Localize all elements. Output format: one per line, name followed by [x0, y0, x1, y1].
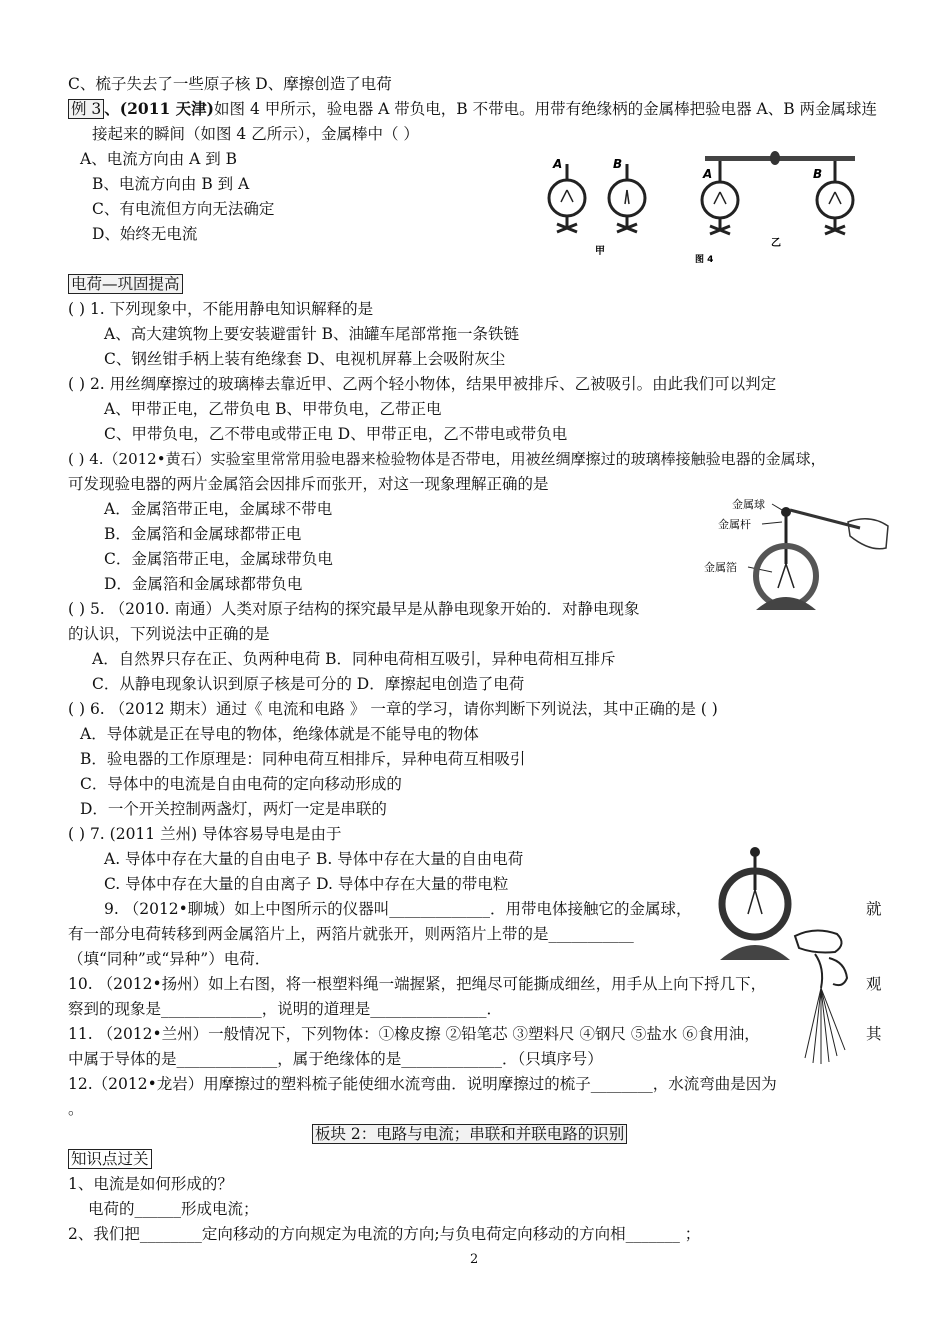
option-line: A、电流方向由 A 到 B — [80, 150, 238, 168]
option-line: B．金属箔和金属球都带正电 — [104, 525, 302, 543]
option-line: D．金属箔和金属球都带负电 — [104, 575, 303, 593]
question-line: 9. （2012•聊城）如上中图所示的仪器叫_____________．用带电体接触它的金属球， — [104, 900, 692, 918]
line-end-char: 就 — [866, 900, 882, 918]
example-source: 、(2011 天津) — [104, 99, 215, 118]
option-line: C．金属箔带正电，金属球带负电 — [104, 550, 333, 568]
option-line: C．从静电现象认识到原子核是可分的 D．摩擦起电创造了电荷 — [92, 675, 525, 693]
line-end-char: 其 — [866, 1025, 882, 1043]
label-b: B — [613, 157, 623, 171]
option-line: D．一个开关控制两盏灯，两灯一定是串联的 — [80, 800, 387, 818]
label-a: A — [553, 157, 563, 171]
question-line: 可发现验电器的两片金属箔会因排斥而张开，对这一现象理解正确的是 — [68, 475, 549, 493]
question-line: ( ) 7. (2011 兰州) 导体容易导电是由于 — [68, 825, 342, 843]
question-line: 有一部分电荷转移到两金属箔片上，两箔片就张开，则两箔片上带的是___________ — [68, 925, 634, 943]
question-line: ( ) 6. （2012 期末）通过《 电流和电路 》 一章的学习，请你判断下列说法，其中正确的是 ( ) — [68, 700, 718, 718]
option-line: C．导体中的电流是自由电荷的定向移动形成的 — [80, 775, 402, 793]
svg-text:B: B — [813, 167, 823, 181]
label-metal-ball: 金属球 — [732, 498, 765, 511]
option-line: C、梳子失去了一些原子核 D、摩擦创造了电荷 — [68, 75, 392, 93]
option-line: C、有电流但方向无法确定 — [92, 200, 275, 218]
label-yi: 乙 — [771, 238, 781, 249]
question-line: （填“同种”或“异种”）电荷． — [68, 950, 271, 968]
question-line: 11. （2012•兰州）一般情况下，下列物体：①橡皮擦 ②铅笔芯 ③塑料尺 ④钢尺 ⑤盐水 ⑥食用油， — [68, 1025, 760, 1043]
question-line: ( ) 1. 下列现象中，不能用静电知识解释的是 — [68, 300, 374, 318]
option-line: B．验电器的工作原理是：同种电荷互相排斥，异种电荷互相吸引 — [80, 750, 526, 768]
page-number: 2 — [470, 1252, 479, 1267]
question-line: 电荷的______形成电流； — [88, 1200, 259, 1218]
option-line: A、甲带正电，乙带负电 B、甲带负电，乙带正电 — [104, 400, 442, 418]
question-line: 12.（2012•龙岩）用摩擦过的塑料梳子能使细水流弯曲．说明摩擦过的梳子________，水流弯曲是因为 — [68, 1075, 777, 1093]
option-line: A．导体就是正在导电的物体，绝缘体就是不能导电的物体 — [80, 725, 479, 743]
option-line: C. 导体中存在大量的自由离子 D. 导体中存在大量的带电粒 — [104, 875, 509, 893]
section-heading: 电荷—巩固提高 — [68, 274, 183, 294]
option-line: C、钢丝钳手柄上装有绝缘套 D、电视机屏幕上会吸附灰尘 — [104, 350, 506, 368]
option-line: A. 导体中存在大量的自由电子 B. 导体中存在大量的自由电荷 — [104, 850, 524, 868]
question-line: 的认识，下列说法中正确的是 — [68, 625, 270, 643]
question-line: ( ) 4.（2012•黄石）实验室里常常用验电器来检验物体是否带电，用被丝绸摩擦过的玻璃棒接触验电器的金属球， — [68, 450, 826, 468]
label-metal-rod: 金属杆 — [718, 518, 751, 531]
label-metal-foil: 金属箔 — [704, 561, 737, 574]
option-line: A、高大建筑物上要安装避雷针 B、油罐车尾部常拖一条铁链 — [104, 325, 520, 343]
question-line: 1、电流是如何形成的？ — [68, 1175, 233, 1193]
option-line: A．金属箔带正电，金属球不带电 — [104, 500, 333, 518]
svg-text:A: A — [703, 167, 713, 181]
example-3-line — [68, 99, 877, 119]
question-line: 中属于导体的是_____________，属于绝缘体的是_____________．（只填序号） — [68, 1050, 603, 1068]
example-tag: 例 3 — [68, 99, 104, 119]
label-jia: 甲 — [595, 246, 605, 257]
option-line: C、甲带负电，乙不带电或带正电 D、甲带正电，乙不带电或带负电 — [104, 425, 568, 443]
question-line: 接起来的瞬间（如图 4 乙所示），金属棒中（ ） — [92, 125, 419, 143]
option-line: D、始终无电流 — [92, 225, 198, 243]
question-line: ( ) 5. （2010. 南通）人类对原子结构的探究最早是从静电现象开始的．对静电现象 — [68, 600, 640, 618]
electroscope-figure — [700, 492, 895, 617]
question-line: 2、我们把________定向移动的方向规定为电流的方向;与负电荷定向移动的方向相_______ ； — [68, 1225, 701, 1243]
section-heading: 知识点过关 — [68, 1149, 152, 1169]
question-line: 察到的现象是_____________，说明的道理是_______________． — [68, 1000, 503, 1018]
question-line: 。 — [68, 1100, 84, 1118]
question-line: ( ) 2. 用丝绸摩擦过的玻璃棒去靠近甲、乙两个轻小物体，结果甲被排斥、乙被吸引。由此我们可以判定 — [68, 375, 777, 393]
line-end-char: 观 — [866, 975, 882, 993]
option-line: B、电流方向由 B 到 A — [92, 175, 250, 193]
section-heading: 板块 2：电路与电流；串联和并联电路的识别 — [312, 1124, 627, 1144]
figure-4-electroscopes — [545, 150, 865, 268]
plastic-rope-figure — [785, 918, 865, 1068]
option-line: A．自然界只存在正、负两种电荷 B．同种电荷相互吸引，异种电荷相互排斥 — [92, 650, 616, 668]
figure-caption: 图 4 — [695, 255, 714, 265]
example-text: 如图 4 甲所示，验电器 A 带负电，B 不带电。用带有绝缘柄的金属棒把验电器 A、B 两金属球连 — [214, 100, 878, 118]
question-line: 10. （2012•扬州）如上右图，将一根塑料绳一端握紧，把绳尽可能撕成细丝，用手从上向下捋几下， — [68, 975, 767, 993]
